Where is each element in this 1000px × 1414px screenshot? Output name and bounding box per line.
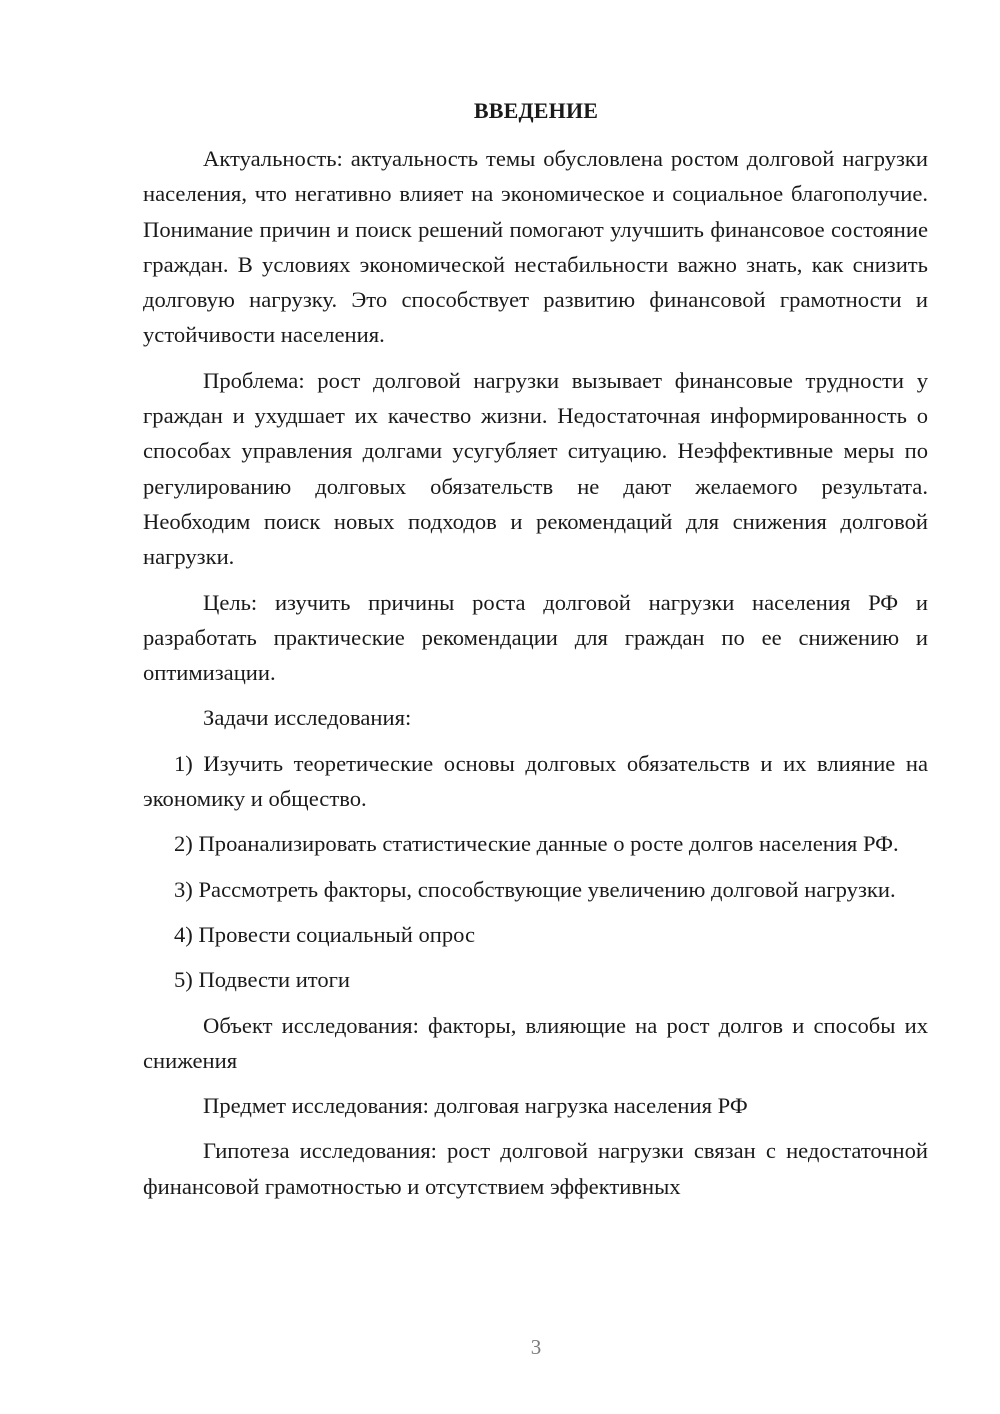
research-object-paragraph: Объект исследования: факторы, влияющие на рост долгов и способы их снижения bbox=[143, 1012, 928, 1073]
goal-paragraph: Цель: изучить причины роста долговой нагрузки населения РФ и разработать практические рекомендации для граждан по ее снижению и оптимизации. bbox=[143, 589, 928, 686]
task-item: 4) Провести социальный опрос bbox=[174, 921, 476, 947]
task-item: 5) Подвести итоги bbox=[174, 967, 351, 993]
document-body bbox=[143, 141, 928, 1214]
task-item: 1) Изучить теоретические основы долговых обязательств и их влияние на экономику и общество. bbox=[143, 750, 928, 812]
hypothesis-paragraph: Гипотеза исследования: рост долговой нагрузки связан с недостаточной финансовой грамотностью и отсутствием эффективных bbox=[143, 1138, 928, 1199]
page-number: 3 bbox=[530, 1335, 542, 1359]
research-subject-paragraph: Предмет исследования: долговая нагрузка населения РФ bbox=[203, 1093, 748, 1119]
page-title: ВВЕДЕНИЕ bbox=[473, 98, 599, 123]
task-item: 2) Проанализировать статистические данные о росте долгов населения РФ. bbox=[174, 831, 899, 857]
relevance-paragraph: Актуальность: актуальность темы обусловлена ростом долговой нагрузки населения, что негативно влияет на экономическое и социальное благополучие. Понимание причин и поиск решений помогают улучшить финансовое состояние граждан. В условиях экономической нестабильности важно знать, как снизить долговую нагрузку. Это способствует развитию финансовой грамотности и устойчивости населения. bbox=[143, 146, 928, 348]
tasks-heading: Задачи исследования: bbox=[203, 705, 412, 731]
task-item: 3) Рассмотреть факторы, способствующие увеличению долговой нагрузки. bbox=[174, 876, 896, 902]
problem-paragraph: Проблема: рост долговой нагрузки вызывает финансовые трудности у граждан и ухудшает их качество жизни. Недостаточная информированность о способах управления долгами усугубляет ситуацию. Неэффективные меры по регулированию долговых обязательств не дают желаемого результата. Необходим поиск новых подходов и рекомендаций для снижения долговой нагрузки. bbox=[143, 367, 928, 570]
